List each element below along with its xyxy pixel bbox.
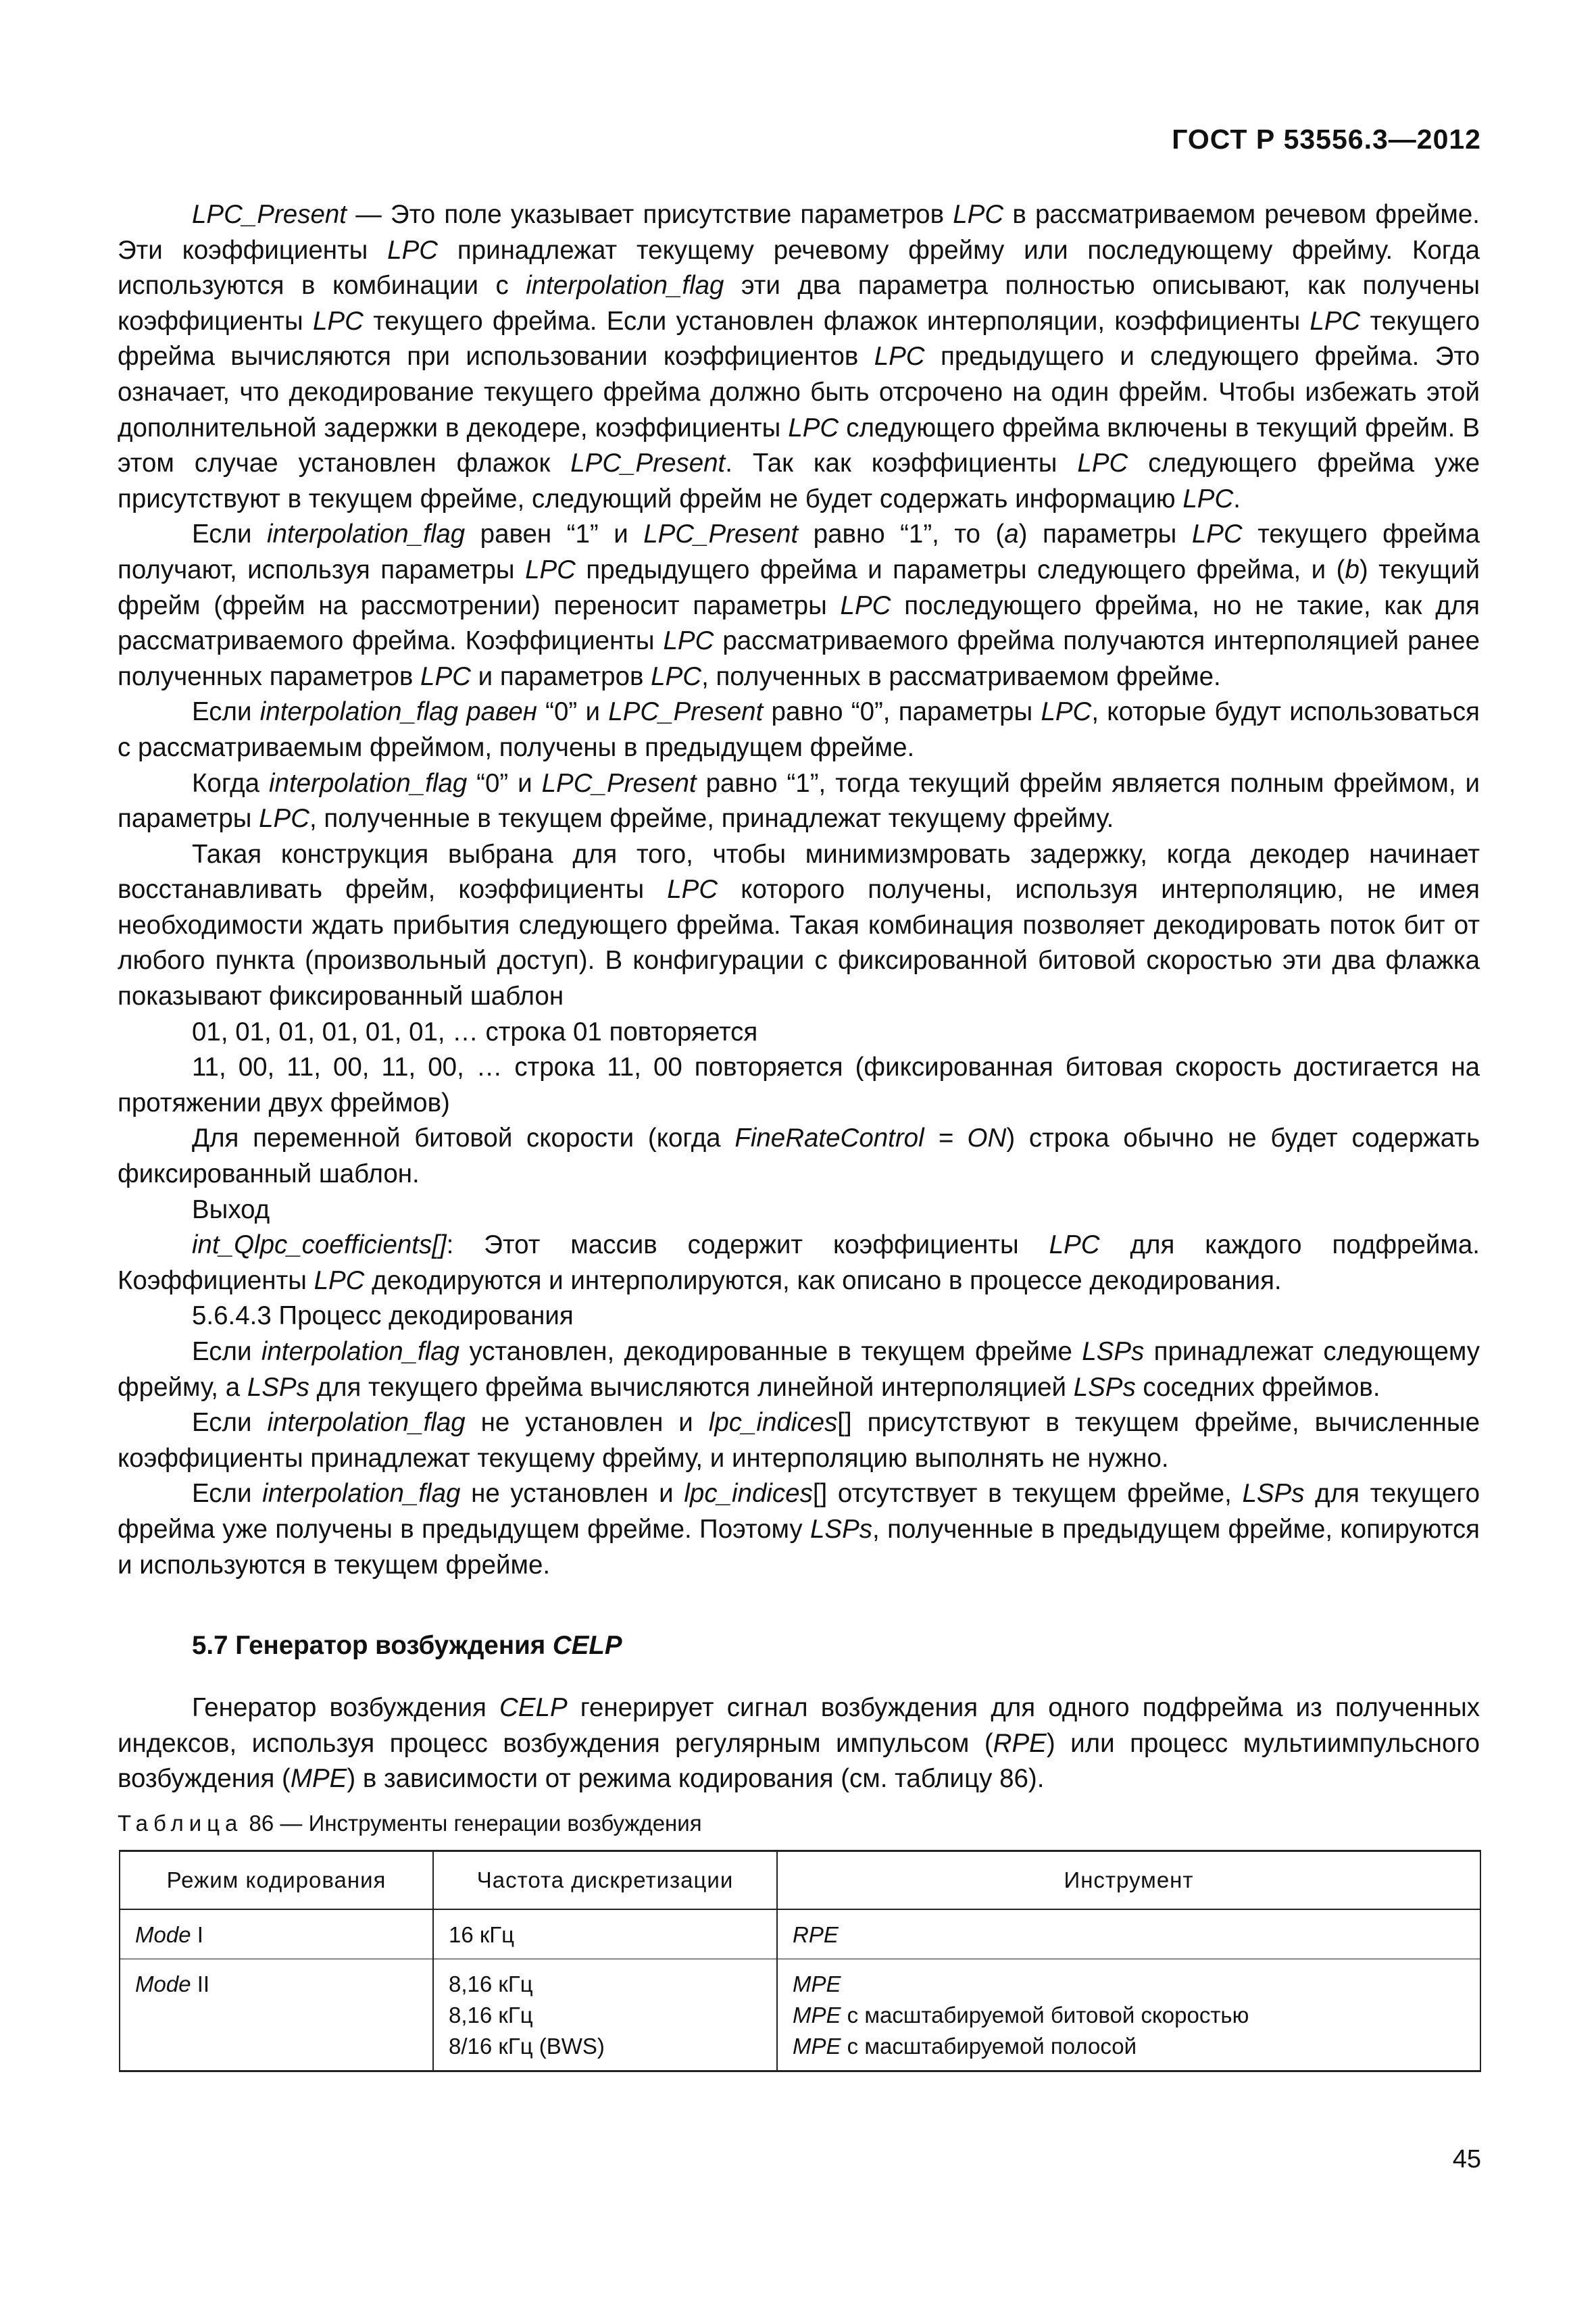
cell-tool: MPE MPE с масштабируемой битовой скоростью MPE с масштабируемой полосой: [777, 1959, 1480, 2071]
table-header-row: [120, 1851, 1480, 1910]
header-sampling-rate: Частота дискретизации: [433, 1851, 777, 1910]
paragraph-decoding-flag-set: Если interpolation_flag установлен, декодированные в текущем фрейме LSPs принадлежат следующему фрейму, а LSPs для текущего фрейма вычисляются линейной интерполяцией LSPs соседних фреймов.: [118, 1337, 1480, 1402]
paragraph-decoding-indices-absent: Если interpolation_flag не установлен и lpc_indices[] отсутствует в текущем фрейме, LSPs для текущего фрейма уже получены в предыдущем фрейме. Поэтому LSPs, полученные в предыдущем фрейме, копируются и используются в текущем фрейме.: [118, 1479, 1480, 1580]
cell-tool: RPE: [777, 1909, 1480, 1959]
paragraph-pattern-01: 01, 01, 01, 01, 01, 01, … строка 01 повторяется: [192, 1017, 758, 1047]
header-coding-mode: Режим кодирования: [120, 1851, 433, 1910]
table-row: [120, 1959, 1480, 2071]
paragraph-variable-rate: Для переменной битовой скорости (когда FineRateControl = ON) строка обычно не будет содержать фиксированный шаблон.: [118, 1124, 1480, 1189]
paragraph-flag-0-0: Если interpolation_flag равен “0” и LPC_Present равно “0”, параметры LPC, которые будут использоваться с рассматриваемым фреймом, получены в предыдущем фрейме.: [118, 697, 1480, 762]
section-text: [118, 1690, 1480, 1797]
cell-rate: 8,16 кГц 8,16 кГц 8/16 кГц (BWS): [433, 1959, 777, 2071]
body-text: [118, 197, 1480, 1583]
cell-mode: Mode II: [120, 1959, 433, 2071]
paragraph-flag-0-1: Когда interpolation_flag “0” и LPC_Present равно “1”, тогда текущий фрейм является полным фреймом, и параметры LPC, полученные в текущем фрейме, принадлежат текущему фрейму.: [118, 768, 1480, 834]
table-caption: Таблица 86 — Инструменты генерации возбуждения: [118, 1811, 702, 1836]
paragraph-pattern-11-00: 11, 00, 11, 00, 11, 00, … строка 11, 00 повторяется (фиксированная битовая скорость достигается на протяжении двух фреймов): [118, 1053, 1480, 1117]
paragraph-celp-generator: Генератор возбуждения CELP генерирует сигнал возбуждения для одного подфрейма из полученных индексов, используя процесс возбуждения регулярным импульсом (RPE) или процесс мультиимпульсного возбуждения (MPE) в зависимости от режима кодирования (см. таблицу 86).: [118, 1693, 1480, 1794]
section-heading: 5.7 Генератор возбуждения CELP: [192, 1631, 622, 1660]
page-number: 45: [1452, 2145, 1481, 2173]
excitation-tools-table: [119, 1850, 1481, 2072]
paragraph-output-label: Выход: [192, 1194, 270, 1224]
subsection-title: 5.6.4.3 Процесс декодирования: [192, 1301, 574, 1331]
cell-mode: Mode I: [120, 1909, 433, 1959]
header-tool: Инструмент: [777, 1851, 1480, 1910]
paragraph-lpc-present: LPC_Present — Это поле указывает присутствие параметров LPC в рассматриваемом речевом фрейме. Эти коэффициенты LPC принадлежат текущему речевому фрейму или последующему фрейму. Когда используются в комбинации с interpolation_flag эти два параметра полностью описывают, как получены коэффициенты LPC текущего фрейма. Если установлен флажок интерполяции, коэффициенты LPC текущего фрейма вычисляются при использовании коэффициентов LPC предыдущего и следующего фрейма. Это означает, что декодирование текущего фрейма должно быть отсрочено на один фрейм. Чтобы избежать этой дополнительной задержки в декодере, коэффициенты LPC следующего фрейма включены в текущий фрейм. В этом случае установлен флажок LPC_Present. Так как коэффициенты LPC следующего фрейма уже присутствуют в текущем фрейме, следующий фрейм не будет содержать информацию LPC.: [118, 200, 1480, 513]
paragraph-flag-1-1: Если interpolation_flag равен “1” и LPC_Present равно “1”, то (a) параметры LPC текущего фрейма получают, используя параметры LPC предыдущего фрейма и параметры следующего фрейма, и (b) текущий фрейм (фрейм на рассмотрении) переносит параметры LPC последующего фрейма, но не такие, как для рассматриваемого фрейма. Коэффициенты LPC рассматриваемого фрейма получаются интерполяцией ранее полученных параметров LPC и параметров LPC, полученных в рассматриваемом фрейме.: [118, 520, 1480, 691]
cell-rate: 16 кГц: [433, 1909, 777, 1959]
table-row: [120, 1909, 1480, 1959]
paragraph-design-rationale: Такая конструкция выбрана для того, чтобы минимизмровать задержку, когда декодер начинает восстанавливать фрейм, коэффициенты LPC которого получены, используя интерполяцию, не имея необходимости ждать прибытия следующего фрейма. Такая комбинация позволяет декодировать поток бит от любого пункта (произвольный доступ). В конфигурации с фиксированной битовой скоростью эти два флажка показывают фиксированный шаблон: [118, 839, 1480, 1011]
paragraph-output-array: int_Qlpc_coefficients[]: Этот массив содержит коэффициенты LPC для каждого подфрейма. Коэффициенты LPC декодируются и интерполируются, как описано в процессе декодирования.: [118, 1230, 1480, 1295]
document-header: ГОСТ Р 53556.3—2012: [1172, 124, 1481, 155]
paragraph-decoding-indices-present: Если interpolation_flag не установлен и lpc_indices[] присутствуют в текущем фрейме, вычисленные коэффициенты принадлежат текущему фрейму, и интерполяцию выполнять не нужно.: [118, 1408, 1480, 1473]
